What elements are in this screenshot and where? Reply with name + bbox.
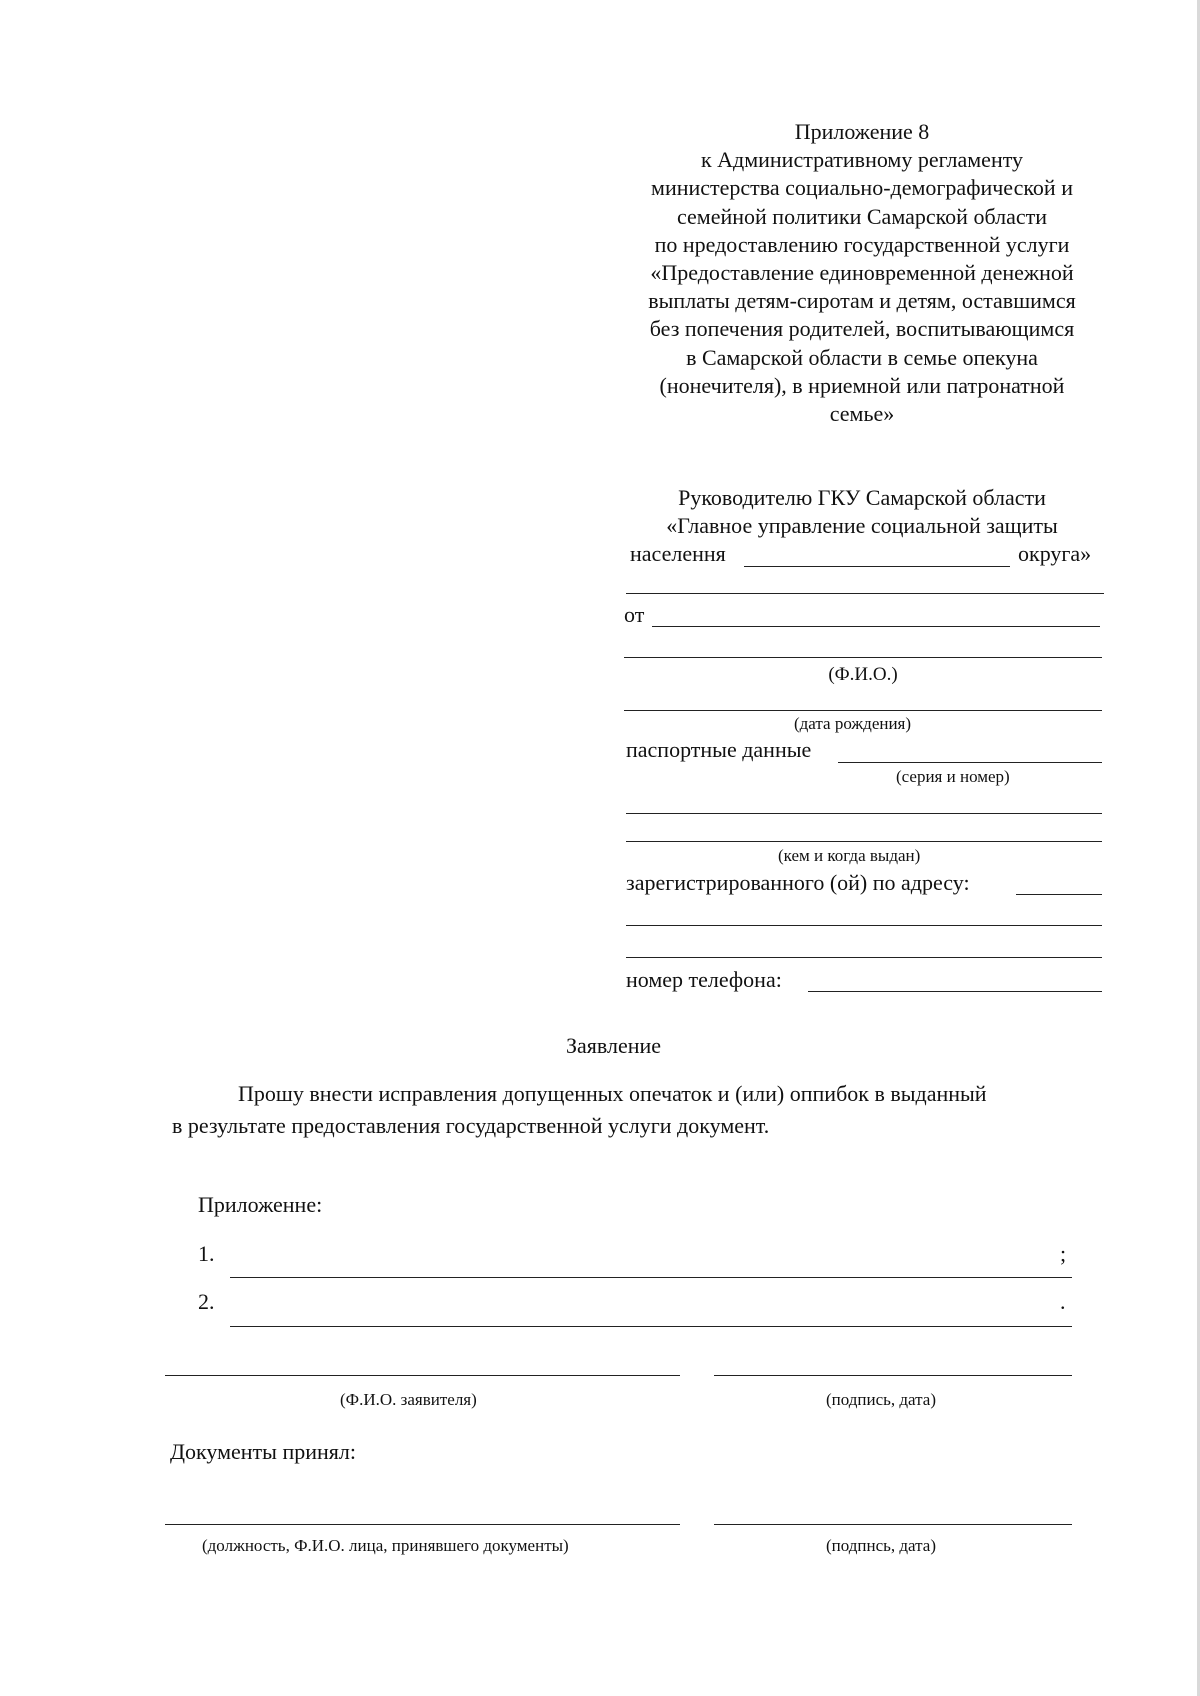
addressee-line-3-end: округа» [1018, 541, 1092, 566]
header-line: семье» [829, 401, 895, 427]
phone-label: номер телефона: [626, 967, 782, 992]
addressee-block [622, 484, 1102, 540]
phone-field[interactable] [808, 991, 1102, 992]
passport-label: паспортные данные [626, 737, 812, 762]
attachment-1-number: 1. [198, 1241, 215, 1266]
passport-caption: (серия и номер) [896, 767, 1010, 786]
header-line: семейной политики Самарской области [676, 203, 1047, 229]
from-label: от [624, 602, 645, 627]
addressee-extra-line[interactable] [626, 593, 1104, 594]
official-caption: (должность, Ф.И.О. лица, принявшего документы) [202, 1536, 569, 1555]
statement-line-1: Прошу внести исправления допущенных опечаток и (или) оппибок в выданный [238, 1081, 987, 1106]
header-line: (нонечителя), в нриемной или патронатной [659, 372, 1065, 398]
attachments-label: Приложенне: [198, 1192, 323, 1217]
fio-field[interactable] [624, 657, 1102, 658]
fio-caption: (Ф.И.О.) [828, 664, 898, 685]
header-line: Приложение 8 [794, 119, 930, 144]
statement-title: Заявление [566, 1033, 662, 1058]
applicant-fio-line[interactable] [165, 1375, 680, 1376]
attachment-1-field[interactable] [230, 1277, 1072, 1278]
header-line: по нредоставлению государственной услуги [654, 231, 1070, 257]
header-line: министерства социально-демографической и [651, 175, 1073, 201]
attachment-2-number: 2. [198, 1289, 215, 1314]
header-line: в Самарской области в семье опекуна [686, 344, 1038, 370]
header-line: без попечения родителей, воспитывающимся [649, 316, 1075, 342]
applicant-sign-line[interactable] [714, 1375, 1072, 1376]
attachment-1-end: ; [1060, 1241, 1067, 1266]
addressee-line-1: Руководителю ГКУ Самарской области [678, 485, 1046, 510]
official-sign-caption: (подпнсь, дата) [826, 1536, 937, 1555]
applicant-sign-caption: (подпись, дата) [826, 1390, 937, 1409]
statement-body [172, 1078, 1072, 1142]
birthdate-field[interactable] [624, 710, 1102, 711]
attachment-2-end: . [1060, 1289, 1066, 1314]
issued-caption: (кем и когда выдан) [778, 846, 921, 865]
address-field-2[interactable] [626, 925, 1102, 926]
official-sign-line[interactable] [714, 1524, 1072, 1525]
passport-issued-field-1[interactable] [626, 813, 1102, 814]
address-label: зарегистрированного (ой) по адресу: [626, 870, 970, 895]
birthdate-caption: (дата рождения) [794, 714, 912, 733]
accepted-label: Документы принял: [170, 1439, 356, 1464]
applicant-fio-caption: (Ф.И.О. заявителя) [340, 1390, 477, 1409]
header-line: к Административному регламенту [700, 147, 1024, 173]
address-field-3[interactable] [626, 957, 1102, 958]
addressee-line-2: «Главное управление социальной защиты [666, 513, 1058, 538]
statement-line-2: в результате предоставления государственной услуги документ. [172, 1113, 770, 1138]
addressee-line-3-start: населення [630, 541, 726, 566]
from-field[interactable] [652, 626, 1100, 627]
appendix-header [622, 118, 1102, 428]
passport-field[interactable] [838, 762, 1102, 763]
passport-issued-field-2[interactable] [626, 841, 1102, 842]
address-field-1[interactable] [1016, 894, 1102, 895]
attachment-2-field[interactable] [230, 1326, 1072, 1327]
header-line: выплаты детям-сиротам и детям, оставшимся [648, 288, 1076, 314]
district-field[interactable] [744, 566, 1010, 567]
header-line: «Предоставление единовременной денежной [650, 260, 1074, 286]
official-fio-line[interactable] [165, 1524, 680, 1525]
